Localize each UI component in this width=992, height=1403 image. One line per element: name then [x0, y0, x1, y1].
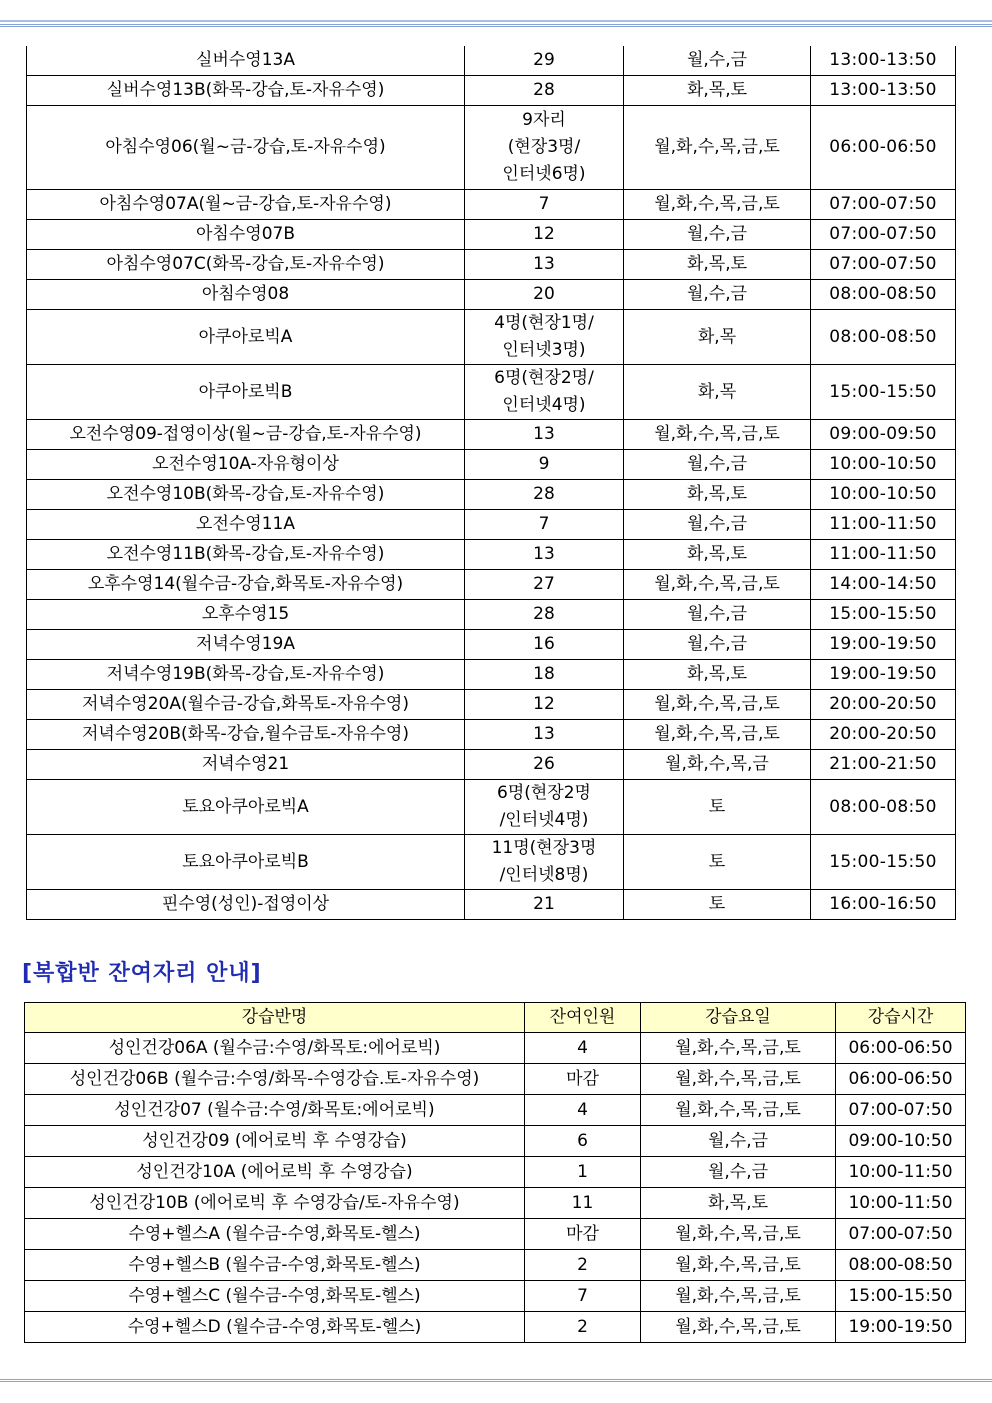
cell-remaining: 4명(현장1명/ 인터넷3명)	[465, 310, 624, 365]
cell-time: 07:00-07:50	[836, 1095, 966, 1126]
table-row	[27, 600, 956, 630]
cell-class-name: 핀수영(성인)-접영이상	[27, 890, 465, 920]
cell-remaining: 13	[465, 720, 624, 750]
schedule-table	[26, 46, 956, 920]
cell-time: 19:00-19:50	[811, 660, 956, 690]
cell-days: 월,수,금	[624, 510, 811, 540]
cell-time: 20:00-20:50	[811, 720, 956, 750]
cell-class-name: 수영+헬스D (월수금-수영,화목토-헬스)	[25, 1312, 525, 1343]
cell-days: 월,수,금	[624, 280, 811, 310]
table-row	[27, 570, 956, 600]
cell-class-name: 성인건강10A (에어로빅 후 수영강습)	[25, 1157, 525, 1188]
cell-class-name: 성인건강07 (월수금:수영/화목토:에어로빅)	[25, 1095, 525, 1126]
cell-days: 월,수,금	[624, 630, 811, 660]
cell-class-name: 오전수영11A	[27, 510, 465, 540]
cell-remaining: 27	[465, 570, 624, 600]
cell-time: 07:00-07:50	[811, 250, 956, 280]
cell-days: 월,화,수,목,금,토	[624, 190, 811, 220]
cell-days: 월,수,금	[641, 1126, 836, 1157]
header-time: 강습시간	[836, 1003, 966, 1033]
cell-remaining: 1	[525, 1157, 641, 1188]
cell-class-name: 실버수영13B(화목-강습,토-자유수영)	[27, 76, 465, 106]
cell-class-name: 수영+헬스C (월수금-수영,화목토-헬스)	[25, 1281, 525, 1312]
cell-remaining: 13	[465, 250, 624, 280]
table-row	[27, 76, 956, 106]
page-bottom-border	[0, 1379, 992, 1403]
cell-class-name: 오후수영14(월수금-강습,화목토-자유수영)	[27, 570, 465, 600]
cell-days: 토	[624, 780, 811, 835]
cell-remaining: 마감	[525, 1064, 641, 1095]
cell-remaining: 29	[465, 46, 624, 76]
cell-time: 19:00-19:50	[811, 630, 956, 660]
cell-class-name: 아쿠아로빅B	[27, 365, 465, 420]
cell-class-name: 수영+헬스A (월수금-수영,화목토-헬스)	[25, 1219, 525, 1250]
cell-remaining: 6명(현장2명 /인터넷4명)	[465, 780, 624, 835]
cell-class-name: 수영+헬스B (월수금-수영,화목토-헬스)	[25, 1250, 525, 1281]
combined-class-table	[24, 1002, 966, 1343]
cell-class-name: 저녁수영21	[27, 750, 465, 780]
cell-remaining: 7	[525, 1281, 641, 1312]
cell-days: 월,화,수,목,금,토	[641, 1095, 836, 1126]
table-row	[27, 190, 956, 220]
table-row	[25, 1095, 966, 1126]
cell-remaining: 2	[525, 1250, 641, 1281]
cell-remaining: 9	[465, 450, 624, 480]
cell-remaining: 2	[525, 1312, 641, 1343]
cell-time: 13:00-13:50	[811, 46, 956, 76]
cell-remaining: 6명(현장2명/ 인터넷4명)	[465, 365, 624, 420]
table-row	[25, 1126, 966, 1157]
cell-remaining: 6	[525, 1126, 641, 1157]
cell-remaining: 18	[465, 660, 624, 690]
cell-remaining: 11	[525, 1188, 641, 1219]
cell-class-name: 오전수영09-접영이상(월~금-강습,토-자유수영)	[27, 420, 465, 450]
cell-time: 15:00-15:50	[811, 365, 956, 420]
cell-remaining: 7	[465, 190, 624, 220]
table-row	[27, 106, 956, 190]
cell-time: 19:00-19:50	[836, 1312, 966, 1343]
cell-remaining: 13	[465, 420, 624, 450]
cell-class-name: 저녁수영19A	[27, 630, 465, 660]
cell-days: 화,목,토	[624, 660, 811, 690]
page-top-border	[0, 0, 992, 27]
cell-class-name: 성인건강06B (월수금:수영/화목-수영강습.토-자유수영)	[25, 1064, 525, 1095]
cell-class-name: 저녁수영20A(월수금-강습,화목토-자유수영)	[27, 690, 465, 720]
header-class-name: 강습반명	[25, 1003, 525, 1033]
cell-days: 월,화,수,목,금,토	[641, 1064, 836, 1095]
cell-class-name: 토요아쿠아로빅B	[27, 835, 465, 890]
table-row	[27, 250, 956, 280]
cell-remaining: 28	[465, 600, 624, 630]
cell-remaining: 28	[465, 480, 624, 510]
table-row	[25, 1157, 966, 1188]
cell-days: 화,목,토	[624, 250, 811, 280]
table-row	[25, 1312, 966, 1343]
cell-time: 10:00-10:50	[811, 450, 956, 480]
header-remaining: 잔여인원	[525, 1003, 641, 1033]
table-row	[25, 1281, 966, 1312]
table-row	[25, 1033, 966, 1064]
header-days: 강습요일	[641, 1003, 836, 1033]
cell-remaining: 9자리 (현장3명/ 인터넷6명)	[465, 106, 624, 190]
cell-time: 06:00-06:50	[836, 1064, 966, 1095]
table-row	[27, 46, 956, 76]
cell-time: 14:00-14:50	[811, 570, 956, 600]
cell-time: 10:00-11:50	[836, 1157, 966, 1188]
cell-days: 화,목	[624, 365, 811, 420]
cell-time: 08:00-08:50	[811, 780, 956, 835]
cell-remaining: 12	[465, 220, 624, 250]
cell-class-name: 저녁수영20B(화목-강습,월수금토-자유수영)	[27, 720, 465, 750]
cell-days: 월,화,수,목,금,토	[624, 420, 811, 450]
cell-days: 월,화,수,목,금,토	[641, 1219, 836, 1250]
cell-days: 토	[624, 835, 811, 890]
table-row	[27, 780, 956, 835]
cell-time: 21:00-21:50	[811, 750, 956, 780]
cell-time: 06:00-06:50	[811, 106, 956, 190]
table-row	[27, 310, 956, 365]
cell-class-name: 성인건강09 (에어로빅 후 수영강습)	[25, 1126, 525, 1157]
schedule-table-body	[27, 46, 956, 920]
cell-days: 월,화,수,목,금	[624, 750, 811, 780]
cell-remaining: 마감	[525, 1219, 641, 1250]
table-row	[27, 420, 956, 450]
cell-remaining: 4	[525, 1095, 641, 1126]
cell-days: 월,수,금	[641, 1157, 836, 1188]
cell-class-name: 아침수영08	[27, 280, 465, 310]
combined-header-row	[25, 1003, 966, 1033]
cell-remaining: 13	[465, 540, 624, 570]
cell-time: 10:00-10:50	[811, 480, 956, 510]
cell-days: 화,목,토	[624, 76, 811, 106]
table-row	[27, 660, 956, 690]
cell-time: 15:00-15:50	[811, 835, 956, 890]
cell-time: 07:00-07:50	[811, 190, 956, 220]
table-row	[27, 690, 956, 720]
cell-time: 13:00-13:50	[811, 76, 956, 106]
cell-days: 화,목,토	[624, 480, 811, 510]
cell-time: 07:00-07:50	[811, 220, 956, 250]
cell-remaining: 20	[465, 280, 624, 310]
table-row	[25, 1064, 966, 1095]
table-row	[25, 1250, 966, 1281]
table-row	[27, 630, 956, 660]
table-row	[25, 1188, 966, 1219]
cell-class-name: 아침수영07B	[27, 220, 465, 250]
cell-days: 월,화,수,목,금,토	[641, 1281, 836, 1312]
cell-class-name: 실버수영13A	[27, 46, 465, 76]
cell-days: 월,화,수,목,금,토	[624, 570, 811, 600]
cell-time: 15:00-15:50	[811, 600, 956, 630]
cell-days: 월,화,수,목,금,토	[641, 1312, 836, 1343]
cell-time: 09:00-10:50	[836, 1126, 966, 1157]
cell-time: 16:00-16:50	[811, 890, 956, 920]
table-row	[27, 220, 956, 250]
combined-table-body	[25, 1033, 966, 1343]
cell-days: 월,수,금	[624, 46, 811, 76]
cell-days: 월,수,금	[624, 450, 811, 480]
cell-days: 화,목	[624, 310, 811, 365]
cell-days: 토	[624, 890, 811, 920]
cell-class-name: 성인건강06A (월수금:수영/화목토:에어로빅)	[25, 1033, 525, 1064]
cell-time: 08:00-08:50	[811, 280, 956, 310]
table-row	[27, 480, 956, 510]
cell-remaining: 16	[465, 630, 624, 660]
cell-time: 10:00-11:50	[836, 1188, 966, 1219]
cell-remaining: 4	[525, 1033, 641, 1064]
table-row	[27, 450, 956, 480]
cell-class-name: 오후수영15	[27, 600, 465, 630]
cell-days: 월,화,수,목,금,토	[624, 720, 811, 750]
cell-days: 화,목,토	[624, 540, 811, 570]
cell-time: 11:00-11:50	[811, 510, 956, 540]
table-row	[27, 890, 956, 920]
cell-days: 화,목,토	[641, 1188, 836, 1219]
table-row	[25, 1219, 966, 1250]
cell-class-name: 오전수영10B(화목-강습,토-자유수영)	[27, 480, 465, 510]
table-row	[27, 365, 956, 420]
table-row	[27, 835, 956, 890]
cell-remaining: 26	[465, 750, 624, 780]
cell-days: 월,수,금	[624, 600, 811, 630]
cell-days: 월,수,금	[624, 220, 811, 250]
cell-time: 07:00-07:50	[836, 1219, 966, 1250]
cell-class-name: 성인건강10B (에어로빅 후 수영강습/토-자유수영)	[25, 1188, 525, 1219]
cell-time: 09:00-09:50	[811, 420, 956, 450]
cell-days: 월,화,수,목,금,토	[624, 690, 811, 720]
combined-section-title: [복합반 잔여자리 안내]	[22, 961, 262, 986]
cell-class-name: 토요아쿠아로빅A	[27, 780, 465, 835]
cell-time: 15:00-15:50	[836, 1281, 966, 1312]
cell-days: 월,화,수,목,금,토	[624, 106, 811, 190]
cell-class-name: 아침수영07A(월~금-강습,토-자유수영)	[27, 190, 465, 220]
cell-remaining: 21	[465, 890, 624, 920]
cell-days: 월,화,수,목,금,토	[641, 1033, 836, 1064]
cell-remaining: 11명(현장3명 /인터넷8명)	[465, 835, 624, 890]
cell-remaining: 28	[465, 76, 624, 106]
cell-class-name: 아쿠아로빅A	[27, 310, 465, 365]
cell-class-name: 오전수영10A-자유형이상	[27, 450, 465, 480]
table-row	[27, 510, 956, 540]
cell-time: 20:00-20:50	[811, 690, 956, 720]
cell-class-name: 저녁수영19B(화목-강습,토-자유수영)	[27, 660, 465, 690]
cell-class-name: 아침수영06(월~금-강습,토-자유수영)	[27, 106, 465, 190]
cell-time: 11:00-11:50	[811, 540, 956, 570]
cell-time: 06:00-06:50	[836, 1033, 966, 1064]
cell-class-name: 오전수영11B(화목-강습,토-자유수영)	[27, 540, 465, 570]
cell-days: 월,화,수,목,금,토	[641, 1250, 836, 1281]
table-row	[27, 540, 956, 570]
table-row	[27, 280, 956, 310]
table-row	[27, 750, 956, 780]
cell-remaining: 12	[465, 690, 624, 720]
table-row	[27, 720, 956, 750]
cell-time: 08:00-08:50	[811, 310, 956, 365]
cell-class-name: 아침수영07C(화목-강습,토-자유수영)	[27, 250, 465, 280]
cell-remaining: 7	[465, 510, 624, 540]
cell-time: 08:00-08:50	[836, 1250, 966, 1281]
